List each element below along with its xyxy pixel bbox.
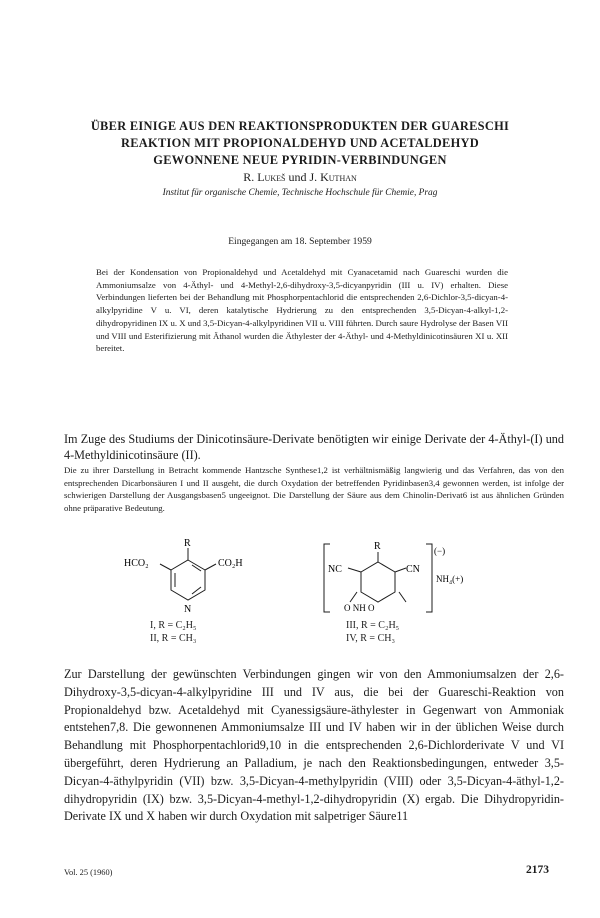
cn-label: CN: [406, 564, 420, 575]
ring-n-label: N: [184, 604, 192, 615]
left-r-label: R: [184, 538, 191, 549]
left-bracket: [324, 544, 330, 612]
bond-left: [160, 564, 171, 570]
counter-ion-label: NH₄(+): [436, 574, 464, 584]
body-paragraph: Zur Darstellung der gewünschten Verbindungen gingen wir von den Ammoniumsalzen der 2,6-Dihydroxy-3,5-dicyan-4-alkylpyridine III und IV aus, die bei der Guareschi-Reaktion von Propionaldehyd bzw. Acetaldehyd mit Cyanessigsäure-äthylester in Gegenwart von Ammoniak entstehen7,8. Die gewonnenen Ammoniumsalze III und IV haben wir in der üblichen Weise durch Behandlung mit Phosphorpentachlorid9,10 in die entsprechenden 2,6-Dichlorderivate V und VI übergeführt, deren Hydrierung an Palladium, je nach den Reaktionsbedingungen, entweder 3,5-Dicyan-4-äthylpyridin (VII) bzw. 3,5-Dicyan-4-methylpyridin (VIII) oder 3,5-Dicyan-4-äthyl-1,2-dihydropyridin (IX) bzw. 3,5-Dicyan-4-methyl-1,2-dihydropyridin (X) ergab. Die Dihydropyridin-Derivate IX und X haben wir durch Oxydation mit salpetriger Säure11: [64, 667, 564, 824]
article-title: [30, 118, 570, 169]
bond-right: [205, 564, 216, 570]
label-compound-iv: IV, R = CH₃: [346, 633, 395, 644]
title-line-1: ÜBER EINIGE AUS DEN REAKTIONSPRODUKTEN DER GUARESCHI: [90, 119, 510, 133]
author-kuthan: J. Kuthan: [309, 170, 357, 184]
page-number: 2173: [526, 864, 549, 876]
structure-ammonium-salt: [322, 538, 502, 618]
nc-label: NC: [328, 564, 342, 575]
title-line-3: GEWONNENE NEUE PYRIDIN-VERBINDUNGEN: [153, 153, 447, 167]
charge-label: (−): [434, 546, 446, 556]
label-compound-i: I, R = C₂H₅: [150, 620, 197, 631]
structure-right-drawing: [322, 538, 502, 618]
small-paragraph: Die zu ihrer Darstellung in Betracht kommende Hantzsche Synthese1,2 ist verhältnismäßig langwierig und das Verfahren, das von den entsprechenden Dicarbonsäuren I und II ausgeht, die durch Oxydation der betreffenden Pyridinbasen3,4 gewonnen werden, ist infolge der schwierigen Darstellung der Ausgangsbasen5 ungeeignot. Die Darstellung der Säure aus dem Chinolin-Derivat6 ist aus ähnlichen Gründen ohne präparative Bedeutung.: [64, 465, 564, 514]
intro-paragraph: Im Zuge des Studiums der Dinicotinsäure-Derivate benötigten wir einige Derivate der 4-Äthyl-(I) und 4-Methyldinicotinsäure (II).: [64, 432, 564, 462]
label-compound-ii: II, R = CH₃: [150, 633, 197, 644]
bottom-label: O NH O: [344, 603, 375, 613]
pyridone-ring: [361, 562, 395, 602]
institute: Institut für organische Chemie, Technische Hochschule für Chemie, Prag: [162, 188, 438, 198]
structure-dicarboxylic-acid: [120, 538, 280, 658]
author-connector: und: [288, 170, 307, 184]
received-date: Eingegangen am 18. September 1959: [228, 236, 372, 247]
journal-volume: Vol. 25 (1960): [64, 868, 113, 877]
pyridine-ring: [171, 560, 205, 600]
author-line: [0, 170, 600, 185]
title-line-2: REAKTION MIT PROPIONALDEHYD UND ACETALDEHYD: [120, 136, 480, 150]
label-compound-iii: III, R = C₂H₅: [346, 620, 400, 631]
right-group-label: CO₂H: [218, 558, 243, 569]
right-r-label: R: [374, 541, 381, 552]
right-bracket: [426, 544, 432, 612]
author-lukes: R. Lukeš: [243, 170, 286, 184]
abstract: Bei der Kondensation von Propionaldehyd und Acetaldehyd mit Cyanacetamid nach Guareschi wurden die Ammoniumsalze von 4-Äthyl- und 4-Methyl-2,6-dihydroxy-3,5-dicyanpyridin (III u. IV) erhalten. Diese Verbindungen lieferten bei der Behandlung mit Phosphorpentachlorid die entsprechenden 2,6-Dichlor-3,5-dicyan-4-alkylpyridine V u. VI, deren katalytische Hydrierung zu den entsprechenden 3,5-Dicyan-4-alkyl-1,2-dihydropyridinen IX u. X und 3,5-Dicyan-4-alkylpyridinen VII u. VIII führten. Durch saure Hydrolyse der Basen VII und VIII und Esterifizierung mit Äthanol wurden die Äthylester der 4-Äthyl- und 4-Methyldinicotinsäuren XI u. XII bereitet.: [96, 267, 508, 354]
left-group-label: HCO₂: [124, 558, 149, 569]
structure-left-drawing: [120, 538, 280, 658]
